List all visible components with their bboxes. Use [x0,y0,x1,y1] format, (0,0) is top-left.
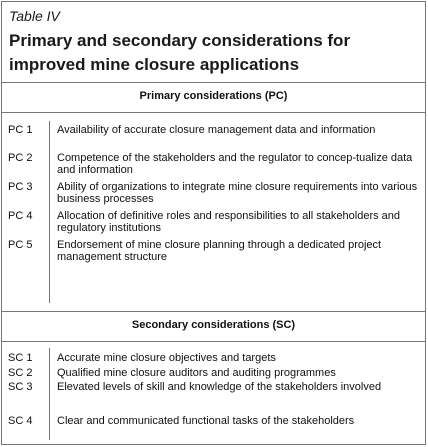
table-label: Table IV [9,8,60,24]
row-code: SC 1 [8,352,33,364]
row-text: Competence of the stakeholders and the regulator to concep-tualize data and information [57,152,413,176]
row-text: Accurate mine closure objectives and targets [57,352,276,364]
row-text: Allocation of definitive roles and responsibilities to all stakeholders and regulatory institutions [57,210,401,234]
primary-section-heading: Primary considerations (PC) [139,90,288,102]
row-code: PC 3 [8,181,33,193]
row-code: PC 4 [8,210,33,222]
row-code: PC 2 [8,152,33,164]
row-text: Qualified mine closure auditors and auditing programmes [57,367,336,379]
primary-column-divider [49,121,50,303]
divider-primary-heading [1,112,426,113]
divider-primary-end [1,311,426,312]
row-text: Availability of accurate closure management data and information [57,124,376,136]
row-text: Ability of organizations to integrate mine closure requirements into various business processes [57,181,418,205]
row-text: Endorsement of mine closure planning through a dedicated project management structure [57,239,382,263]
divider-secondary-heading [1,341,426,342]
row-code: PC 1 [8,124,33,136]
table-title: Primary and secondary considerations for improved mine closure applications [9,31,351,74]
row-code: SC 3 [8,381,33,393]
row-text: Elevated levels of skill and knowledge of the stakeholders involved [57,381,382,393]
row-text: Clear and communicated functional tasks of the stakeholders [57,415,355,427]
row-code: SC 4 [8,415,33,427]
row-code: PC 5 [8,239,33,251]
secondary-section-heading: Secondary considerations (SC) [131,319,296,331]
divider-title [1,82,426,83]
secondary-column-divider [49,348,50,440]
row-code: SC 2 [8,367,33,379]
